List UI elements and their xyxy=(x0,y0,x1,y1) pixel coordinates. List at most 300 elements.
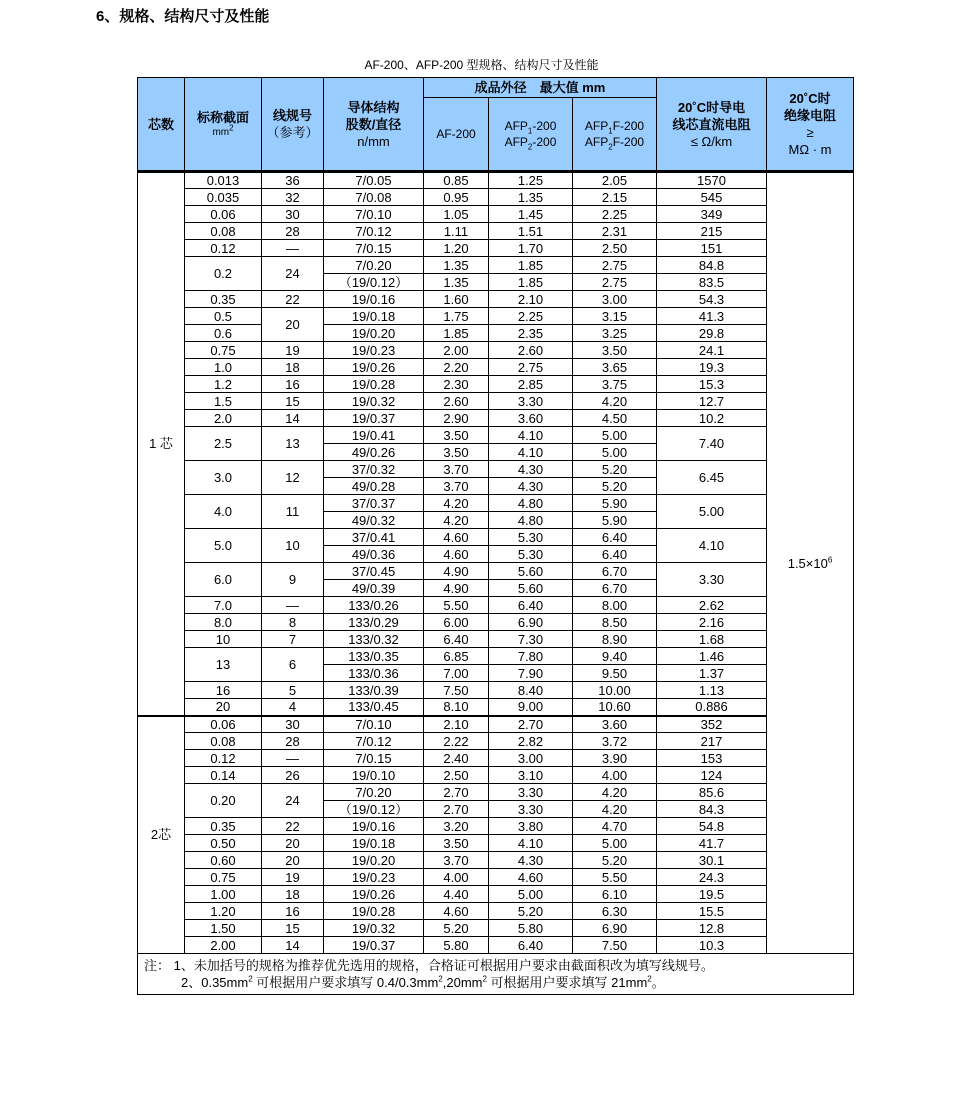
table-row xyxy=(138,291,854,308)
conductor-cell: 133/0.26 xyxy=(324,597,424,614)
resistance-cell: 19.5 xyxy=(657,886,767,903)
conductor-cell: 133/0.39 xyxy=(324,682,424,699)
gauge-cell: 16 xyxy=(262,903,324,920)
conductor-cell: 49/0.32 xyxy=(324,512,424,529)
gauge-cell: 18 xyxy=(262,359,324,376)
af200-cell: 1.20 xyxy=(424,240,489,257)
af200-cell: 3.50 xyxy=(424,427,489,444)
afpf200-cell: 2.15 xyxy=(573,189,657,206)
table-row xyxy=(138,359,854,376)
gauge-cell: 20 xyxy=(262,852,324,869)
gauge-cell: 18 xyxy=(262,886,324,903)
table-row xyxy=(138,699,854,716)
resistance-cell: 6.45 xyxy=(657,461,767,495)
core-count-cell: 2芯 xyxy=(138,716,185,954)
section-cell: 16 xyxy=(185,682,262,699)
af200-cell: 4.60 xyxy=(424,546,489,563)
afpf200-cell: 3.90 xyxy=(573,750,657,767)
table-row xyxy=(138,648,854,665)
gauge-cell: 9 xyxy=(262,563,324,597)
af200-cell: 4.60 xyxy=(424,903,489,920)
section-cell: 1.5 xyxy=(185,393,262,410)
af200-cell: 4.00 xyxy=(424,869,489,886)
af200-cell: 6.85 xyxy=(424,648,489,665)
conductor-cell: 7/0.10 xyxy=(324,716,424,733)
section-cell: 0.08 xyxy=(185,223,262,240)
section-cell: 0.06 xyxy=(185,716,262,733)
af200-cell: 1.11 xyxy=(424,223,489,240)
afpf200-cell: 5.00 xyxy=(573,835,657,852)
conductor-cell: 19/0.37 xyxy=(324,410,424,427)
gauge-cell: 10 xyxy=(262,529,324,563)
section-cell: 2.00 xyxy=(185,937,262,954)
af200-cell: 7.50 xyxy=(424,682,489,699)
col-header-od-group: 成品外径 最大值 mm xyxy=(424,78,657,98)
gauge-cell: 14 xyxy=(262,937,324,954)
af200-cell: 3.50 xyxy=(424,835,489,852)
resistance-cell: 19.3 xyxy=(657,359,767,376)
resistance-cell: 151 xyxy=(657,240,767,257)
table-row xyxy=(138,223,854,240)
gauge-cell: 11 xyxy=(262,495,324,529)
table-row xyxy=(138,886,854,903)
resistance-cell: 85.6 xyxy=(657,784,767,801)
afp-header-line2: $AFP_2-200$ xyxy=(504,135,557,152)
col-header-insulation xyxy=(767,78,854,172)
resistance-cell: 84.8 xyxy=(657,257,767,274)
afpf200-cell: 6.10 xyxy=(573,886,657,903)
af200-cell: 1.35 xyxy=(424,274,489,291)
af200-cell: 2.22 xyxy=(424,733,489,750)
resistance-cell: 24.1 xyxy=(657,342,767,359)
resistance-header-line3: ≤ Ω/km xyxy=(690,133,733,149)
section-cell: 0.06 xyxy=(185,206,262,223)
af200-cell: 4.40 xyxy=(424,886,489,903)
af200-cell: 1.85 xyxy=(424,325,489,342)
section-cell: 1.50 xyxy=(185,920,262,937)
afp200-cell: 4.30 xyxy=(489,461,573,478)
gauge-cell: 12 xyxy=(262,461,324,495)
section-cell: 0.5 xyxy=(185,308,262,325)
afpf200-cell: 5.00 xyxy=(573,444,657,461)
afp200-cell: 5.60 xyxy=(489,563,573,580)
conductor-cell: 133/0.35 xyxy=(324,648,424,665)
col-header-af200: AF-200 xyxy=(424,98,489,172)
conductor-cell: 19/0.18 xyxy=(324,308,424,325)
conductor-header-line1: 导体结构 xyxy=(347,99,400,115)
afpf200-cell: 5.20 xyxy=(573,478,657,495)
afpf200-cell: 3.00 xyxy=(573,291,657,308)
resistance-cell: 153 xyxy=(657,750,767,767)
afp200-cell: 2.85 xyxy=(489,376,573,393)
afp200-cell: 3.30 xyxy=(489,393,573,410)
section-cell: 3.0 xyxy=(185,461,262,495)
af200-cell: 2.70 xyxy=(424,784,489,801)
afpf200-cell: 10.60 xyxy=(573,699,657,716)
conductor-cell: 133/0.32 xyxy=(324,631,424,648)
af200-cell: 6.40 xyxy=(424,631,489,648)
table-row xyxy=(138,376,854,393)
afp200-cell: 6.40 xyxy=(489,597,573,614)
conductor-cell: 19/0.16 xyxy=(324,291,424,308)
section-cell: 20 xyxy=(185,699,262,716)
resistance-cell: 83.5 xyxy=(657,274,767,291)
section-cell: 0.35 xyxy=(185,818,262,835)
resistance-cell: 12.8 xyxy=(657,920,767,937)
table-row xyxy=(138,240,854,257)
afp200-cell: 1.25 xyxy=(489,172,573,189)
gauge-cell: 16 xyxy=(262,376,324,393)
afpf200-cell: 3.50 xyxy=(573,342,657,359)
conductor-cell: 19/0.18 xyxy=(324,835,424,852)
conductor-cell: 19/0.32 xyxy=(324,920,424,937)
gauge-cell: 22 xyxy=(262,818,324,835)
conductor-cell: 49/0.26 xyxy=(324,444,424,461)
afpf200-cell: 6.40 xyxy=(573,546,657,563)
resistance-cell: 54.3 xyxy=(657,291,767,308)
af200-cell: 2.10 xyxy=(424,716,489,733)
gauge-cell: 22 xyxy=(262,291,324,308)
af200-cell: 5.50 xyxy=(424,597,489,614)
conductor-cell: 7/0.12 xyxy=(324,733,424,750)
resistance-cell: 15.5 xyxy=(657,903,767,920)
resistance-cell: 1.46 xyxy=(657,648,767,665)
insulation-resistance-cell: $1.5\times 10^6$ xyxy=(767,172,854,954)
col-header-cores: 芯数 xyxy=(138,78,185,172)
table-caption: AF-200、AFP-200 型规格、结构尺寸及性能 xyxy=(364,58,599,72)
section-cell: 0.14 xyxy=(185,767,262,784)
afp200-cell: 1.85 xyxy=(489,274,573,291)
core-count-cell: 1 芯 xyxy=(138,172,185,716)
gauge-cell: 7 xyxy=(262,631,324,648)
resistance-cell: 84.3 xyxy=(657,801,767,818)
afpf200-cell: 9.50 xyxy=(573,665,657,682)
afpf200-cell: 3.25 xyxy=(573,325,657,342)
table-row xyxy=(138,869,854,886)
resistance-cell: 12.7 xyxy=(657,393,767,410)
resistance-cell: 10.3 xyxy=(657,937,767,954)
af200-cell: 4.20 xyxy=(424,495,489,512)
afpf200-cell: 10.00 xyxy=(573,682,657,699)
gauge-cell: 28 xyxy=(262,223,324,240)
afp200-cell: 3.60 xyxy=(489,410,573,427)
gauge-cell: 20 xyxy=(262,835,324,852)
afp200-cell: 2.35 xyxy=(489,325,573,342)
section-cell: 1.2 xyxy=(185,376,262,393)
af200-cell: 4.20 xyxy=(424,512,489,529)
table-row xyxy=(138,852,854,869)
afp200-cell: 4.80 xyxy=(489,512,573,529)
table-row xyxy=(138,342,854,359)
afpf200-cell: 4.50 xyxy=(573,410,657,427)
resistance-cell: 2.62 xyxy=(657,597,767,614)
conductor-cell: 37/0.41 xyxy=(324,529,424,546)
note-line-2: 2、$0.35mm^2$ 可根据用户要求填写 $0.4/0.3mm^2,20mm^2$ 可根据用户要求填写 $21mm^2$。 xyxy=(181,974,665,990)
gauge-cell: 15 xyxy=(262,393,324,410)
afp200-cell: 2.10 xyxy=(489,291,573,308)
resistance-cell: 24.3 xyxy=(657,869,767,886)
table-row xyxy=(138,631,854,648)
afpf200-cell: 3.65 xyxy=(573,359,657,376)
section-cell: 0.12 xyxy=(185,750,262,767)
afpf200-cell: 3.72 xyxy=(573,733,657,750)
conductor-cell: 7/0.08 xyxy=(324,189,424,206)
insulation-header-line3: ≥ xyxy=(806,125,814,140)
gauge-cell: — xyxy=(262,240,324,257)
table-row xyxy=(138,308,854,325)
conductor-cell: 7/0.05 xyxy=(324,172,424,189)
table-row xyxy=(138,189,854,206)
conductor-header-line2: 股数/直径 xyxy=(345,116,402,132)
section-cell: 5.0 xyxy=(185,529,262,563)
table-row xyxy=(138,835,854,852)
conductor-cell: 37/0.37 xyxy=(324,495,424,512)
conductor-cell: 19/0.28 xyxy=(324,376,424,393)
resistance-cell: 0.886 xyxy=(657,699,767,716)
table-row xyxy=(138,937,854,954)
section-cell: 0.75 xyxy=(185,342,262,359)
conductor-header-unit: n/mm xyxy=(357,133,390,149)
afpf200-cell: 3.60 xyxy=(573,716,657,733)
afp200-cell: 5.20 xyxy=(489,903,573,920)
gauge-cell: — xyxy=(262,750,324,767)
section-cell: 0.20 xyxy=(185,784,262,818)
afp200-cell: 2.75 xyxy=(489,359,573,376)
conductor-cell: 19/0.32 xyxy=(324,393,424,410)
afpf200-cell: 9.40 xyxy=(573,648,657,665)
af200-cell: 2.40 xyxy=(424,750,489,767)
table-row xyxy=(138,495,854,512)
conductor-cell: 133/0.36 xyxy=(324,665,424,682)
afp200-cell: 4.10 xyxy=(489,427,573,444)
conductor-cell: 19/0.26 xyxy=(324,359,424,376)
gauge-cell: 8 xyxy=(262,614,324,631)
insulation-header-line1: 20˚C时 xyxy=(789,91,831,106)
af200-cell: 6.00 xyxy=(424,614,489,631)
section-cell: 0.2 xyxy=(185,257,262,291)
afp200-cell: 3.80 xyxy=(489,818,573,835)
gauge-cell: 28 xyxy=(262,733,324,750)
conductor-cell: 19/0.20 xyxy=(324,325,424,342)
table-header xyxy=(138,78,854,172)
conductor-cell: 37/0.32 xyxy=(324,461,424,478)
gauge-cell: 15 xyxy=(262,920,324,937)
section-cell: 1.0 xyxy=(185,359,262,376)
gauge-cell: 26 xyxy=(262,767,324,784)
afp200-cell: 5.00 xyxy=(489,886,573,903)
resistance-cell: 5.00 xyxy=(657,495,767,529)
conductor-cell: 37/0.45 xyxy=(324,563,424,580)
afp200-cell: 7.90 xyxy=(489,665,573,682)
afpf200-cell: 8.00 xyxy=(573,597,657,614)
afpf200-cell: 2.05 xyxy=(573,172,657,189)
resistance-cell: 29.8 xyxy=(657,325,767,342)
gauge-cell: 36 xyxy=(262,172,324,189)
afp200-cell: 4.30 xyxy=(489,852,573,869)
gauge-cell: 19 xyxy=(262,342,324,359)
gauge-cell: 14 xyxy=(262,410,324,427)
insulation-header-line4: MΩ · m xyxy=(788,142,832,157)
table-row xyxy=(138,716,854,733)
gauge-header-ref: （参考） xyxy=(266,125,319,140)
afp200-cell: 6.40 xyxy=(489,937,573,954)
afp200-cell: 7.80 xyxy=(489,648,573,665)
afp200-cell: 3.00 xyxy=(489,750,573,767)
afpf200-cell: 6.40 xyxy=(573,529,657,546)
afp200-cell: 1.85 xyxy=(489,257,573,274)
table-row xyxy=(138,427,854,444)
afpf200-cell: 6.30 xyxy=(573,903,657,920)
af200-cell: 8.10 xyxy=(424,699,489,716)
section-cell: 0.013 xyxy=(185,172,262,189)
resistance-cell: 54.8 xyxy=(657,818,767,835)
table-body xyxy=(138,172,854,954)
afp200-cell: 1.35 xyxy=(489,189,573,206)
resistance-cell: 349 xyxy=(657,206,767,223)
conductor-cell: 7/0.12 xyxy=(324,223,424,240)
af200-cell: 4.90 xyxy=(424,563,489,580)
conductor-cell: 49/0.36 xyxy=(324,546,424,563)
conductor-cell: 19/0.28 xyxy=(324,903,424,920)
afpf200-cell: 2.50 xyxy=(573,240,657,257)
conductor-cell: 7/0.20 xyxy=(324,257,424,274)
table-row xyxy=(138,903,854,920)
section-cell: 13 xyxy=(185,648,262,682)
afp200-cell: 8.40 xyxy=(489,682,573,699)
resistance-header-line1: 20˚C时导电 xyxy=(677,99,746,115)
section-cell: 4.0 xyxy=(185,495,262,529)
conductor-cell: 19/0.10 xyxy=(324,767,424,784)
afpf-header-line2: $AFP_2F-200$ xyxy=(584,135,645,152)
col-header-afp200 xyxy=(489,98,573,172)
table-row xyxy=(138,784,854,801)
gauge-cell: 30 xyxy=(262,206,324,223)
af200-cell: 5.20 xyxy=(424,920,489,937)
table-row xyxy=(138,614,854,631)
section-cell: 6.0 xyxy=(185,563,262,597)
section-cell: 0.08 xyxy=(185,733,262,750)
afpf200-cell: 4.20 xyxy=(573,801,657,818)
resistance-cell: 30.1 xyxy=(657,852,767,869)
afpf200-cell: 5.90 xyxy=(573,512,657,529)
afpf200-cell: 5.50 xyxy=(573,869,657,886)
table-row xyxy=(138,733,854,750)
afpf200-cell: 2.25 xyxy=(573,206,657,223)
section-cell: 0.75 xyxy=(185,869,262,886)
conductor-cell: 49/0.39 xyxy=(324,580,424,597)
conductor-cell: 7/0.15 xyxy=(324,750,424,767)
afp200-cell: 4.60 xyxy=(489,869,573,886)
section-header-label: 标称截面 xyxy=(196,109,249,125)
section-cell: 2.5 xyxy=(185,427,262,461)
resistance-header-line2: 线芯直流电阻 xyxy=(672,116,751,132)
conductor-cell: 7/0.15 xyxy=(324,240,424,257)
resistance-cell: 7.40 xyxy=(657,427,767,461)
section-cell: 0.35 xyxy=(185,291,262,308)
table-row xyxy=(138,767,854,784)
afpf200-cell: 6.70 xyxy=(573,580,657,597)
afp200-cell: 4.10 xyxy=(489,444,573,461)
af200-cell: 4.60 xyxy=(424,529,489,546)
afpf200-cell: 5.20 xyxy=(573,461,657,478)
resistance-cell: 124 xyxy=(657,767,767,784)
table-row xyxy=(138,206,854,223)
note-line-1: 注： 1、未加括号的规格为推荐优先选用的规格，合格证可根据用户要求由截面积改为填写线规号。 xyxy=(144,958,714,973)
conductor-cell: 19/0.20 xyxy=(324,852,424,869)
resistance-cell: 1.13 xyxy=(657,682,767,699)
col-header-afpf200 xyxy=(573,98,657,172)
resistance-cell: 1570 xyxy=(657,172,767,189)
afp200-cell: 3.30 xyxy=(489,784,573,801)
gauge-cell: 20 xyxy=(262,308,324,342)
afpf200-cell: 3.75 xyxy=(573,376,657,393)
gauge-cell: 13 xyxy=(262,427,324,461)
afpf200-cell: 5.90 xyxy=(573,495,657,512)
resistance-cell: 545 xyxy=(657,189,767,206)
conductor-cell: 19/0.37 xyxy=(324,937,424,954)
af200-cell: 2.70 xyxy=(424,801,489,818)
table-row xyxy=(138,563,854,580)
af200-cell: 4.90 xyxy=(424,580,489,597)
afp200-cell: 3.10 xyxy=(489,767,573,784)
afpf-header-line1: $AFP_1F-200$ xyxy=(584,119,645,136)
afpf200-cell: 5.20 xyxy=(573,852,657,869)
conductor-cell: 19/0.41 xyxy=(324,427,424,444)
gauge-cell: 19 xyxy=(262,869,324,886)
col-header-conductor xyxy=(324,78,424,172)
af200-cell: 1.60 xyxy=(424,291,489,308)
afpf200-cell: 2.75 xyxy=(573,274,657,291)
af200-cell: 3.70 xyxy=(424,852,489,869)
conductor-cell: （19/0.12） xyxy=(324,274,424,291)
afp200-cell: 2.70 xyxy=(489,716,573,733)
section-cell: 2.0 xyxy=(185,410,262,427)
af200-cell: 3.70 xyxy=(424,478,489,495)
afpf200-cell: 2.31 xyxy=(573,223,657,240)
af200-cell: 2.60 xyxy=(424,393,489,410)
conductor-cell: 7/0.20 xyxy=(324,784,424,801)
afp200-cell: 5.60 xyxy=(489,580,573,597)
section-header-unit: $mm^2$ xyxy=(212,123,234,138)
af200-cell: 0.95 xyxy=(424,189,489,206)
af200-cell: 0.85 xyxy=(424,172,489,189)
conductor-cell: 49/0.28 xyxy=(324,478,424,495)
resistance-cell: 10.2 xyxy=(657,410,767,427)
afpf200-cell: 7.50 xyxy=(573,937,657,954)
afpf200-cell: 4.00 xyxy=(573,767,657,784)
afpf200-cell: 4.20 xyxy=(573,784,657,801)
table-row xyxy=(138,818,854,835)
section-cell: 8.0 xyxy=(185,614,262,631)
af200-cell: 3.50 xyxy=(424,444,489,461)
afp200-cell: 4.30 xyxy=(489,478,573,495)
gauge-cell: 24 xyxy=(262,784,324,818)
af200-cell: 5.80 xyxy=(424,937,489,954)
conductor-cell: （19/0.12） xyxy=(324,801,424,818)
section-cell: 0.12 xyxy=(185,240,262,257)
resistance-cell: 1.68 xyxy=(657,631,767,648)
gauge-cell: 30 xyxy=(262,716,324,733)
conductor-cell: 19/0.23 xyxy=(324,869,424,886)
afpf200-cell: 2.75 xyxy=(573,257,657,274)
af200-cell: 1.75 xyxy=(424,308,489,325)
section-cell: 0.6 xyxy=(185,325,262,342)
table-row xyxy=(138,682,854,699)
gauge-cell: 4 xyxy=(262,699,324,716)
table-row xyxy=(138,410,854,427)
resistance-cell: 3.30 xyxy=(657,563,767,597)
afp200-cell: 1.51 xyxy=(489,223,573,240)
